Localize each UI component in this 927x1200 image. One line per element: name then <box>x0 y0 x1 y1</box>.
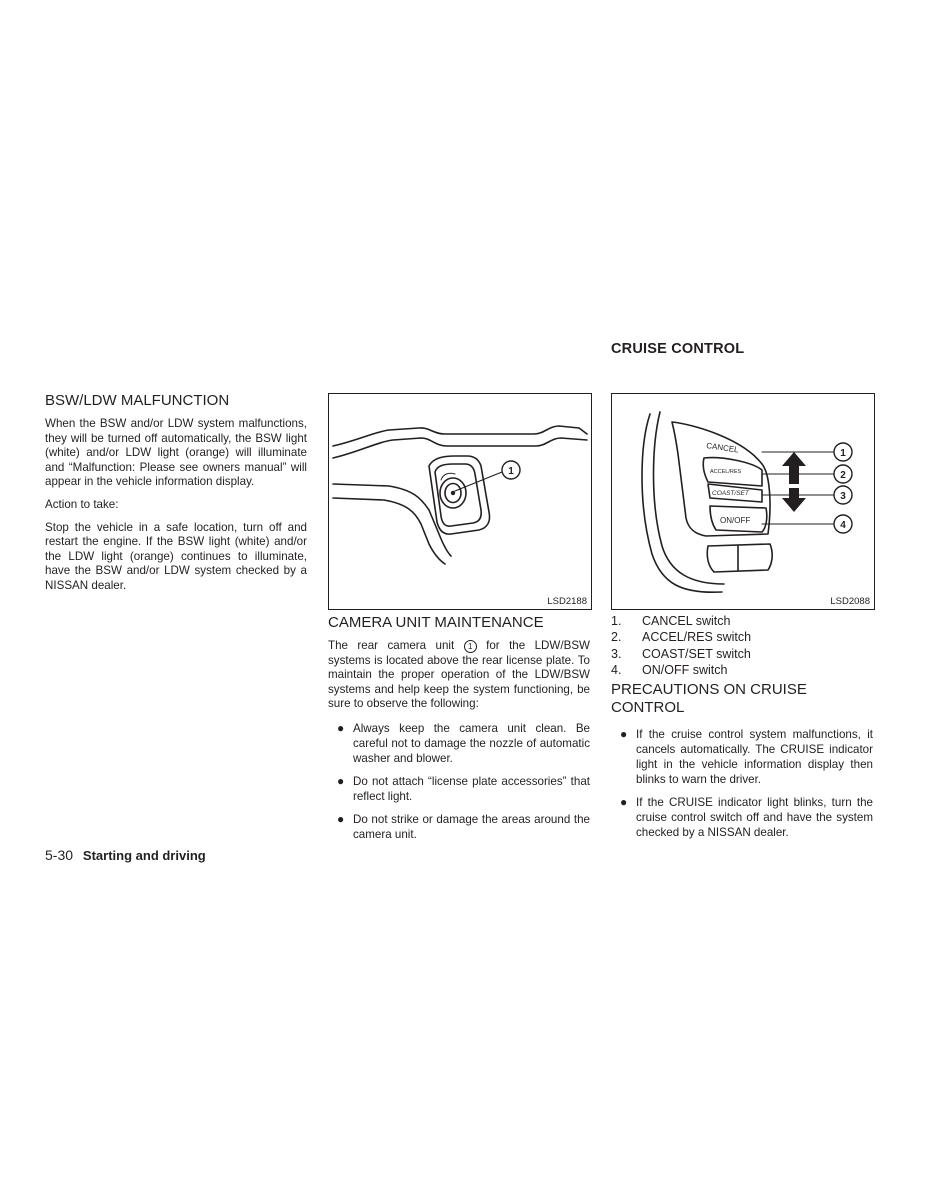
bullet-icon: ● <box>337 720 345 735</box>
precautions-title: PRECAUTIONS ON CRUISE CONTROL <box>611 681 807 717</box>
camera-intro-start: The rear camera unit <box>328 639 455 652</box>
list-item <box>611 727 873 787</box>
camera-maintenance-title: CAMERA UNIT MAINTENANCE <box>328 614 544 631</box>
accel-arrow-icon <box>782 452 806 484</box>
bullet-text: If the cruise control system malfunctions, it cancels automatically. The CRUISE indicator light in the vehicle information display then blinks to warn the driver. <box>636 728 873 787</box>
bullet-text: Do not attach “license plate accessories” that reflect light. <box>353 774 590 803</box>
camera-bullets <box>328 721 590 842</box>
camera-figure <box>328 393 592 610</box>
bsw-para-3: Stop the vehicle in a safe location, turn off and restart the engine. If the BSW light (white) and/or the LDW light (orange) continues to illuminate, have the BSW and/or LDW system checked by a NISSAN dealer. <box>45 520 307 592</box>
camera-maintenance-column <box>328 614 590 850</box>
precautions-bullets <box>611 727 873 840</box>
list-item <box>328 774 590 804</box>
callout-4-label: 4 <box>840 520 846 531</box>
bullet-text: Do not strike or damage the areas around the camera unit. <box>353 812 590 841</box>
camera-illustration <box>329 394 591 609</box>
bullet-icon: ● <box>337 811 345 826</box>
page-number: 5-30 <box>45 847 74 863</box>
callout-3-label: 3 <box>840 491 846 502</box>
coast-switch-label: COAST/SET <box>712 490 749 497</box>
list-item <box>328 812 590 842</box>
cruise-control-heading: CRUISE CONTROL <box>611 341 745 357</box>
bsw-para-1: When the BSW and/or LDW system malfunctions, they will be turned off automatically, the BSW light (white) and/or LDW light (orange) will illuminate and “Malfunction: Please see owners manual” will appear in the vehicle information display. <box>45 417 307 489</box>
list-item: 2. ACCEL/RES switch <box>611 630 752 645</box>
cruise-switch-figure <box>611 393 875 610</box>
list-item <box>611 795 873 840</box>
camera-intro <box>328 639 590 712</box>
onoff-switch-label: ON/OFF <box>720 516 751 525</box>
coast-arrow-icon <box>782 488 806 512</box>
bullet-icon: ● <box>620 795 628 810</box>
bullet-icon: ● <box>337 773 345 788</box>
switch-list <box>611 613 873 678</box>
camera-intro-end: for the LDW/BSW systems is located above the rear license plate. To maintain the proper operation of the LDW/BSW systems and help keep the system functioning, be sure to observe the following: <box>328 639 590 711</box>
callout-2-label: 2 <box>840 470 846 481</box>
accel-switch-label: ACCEL/RES <box>710 469 742 475</box>
figure-code: LSD2188 <box>547 596 587 607</box>
bullet-icon: ● <box>620 727 628 742</box>
cruise-control-column <box>611 613 873 848</box>
cancel-switch-label: CANCEL <box>705 441 740 455</box>
steering-switch-illustration <box>612 394 874 609</box>
list-item <box>328 721 590 766</box>
bsw-para-2: Action to take: <box>45 497 119 511</box>
callout-1-icon: 1 <box>464 640 477 653</box>
bsw-ldw-title: BSW/LDW MALFUNCTION <box>45 392 230 409</box>
chapter-title: Starting and driving <box>82 848 206 863</box>
bullet-text: Always keep the camera unit clean. Be careful not to damage the nozzle of automatic washer and blower. <box>353 721 590 765</box>
list-item: 1. CANCEL switch <box>611 614 731 628</box>
list-item: 4. ON/OFF switch <box>611 662 728 677</box>
bsw-ldw-column <box>45 392 307 594</box>
page-footer <box>45 847 206 863</box>
list-item: 3. COAST/SET switch <box>611 646 751 661</box>
fig1-callout-label: 1 <box>508 466 514 477</box>
figure-code: LSD2088 <box>830 596 870 607</box>
callout-1-label: 1 <box>840 448 846 459</box>
bullet-text: If the CRUISE indicator light blinks, turn the cruise control switch off and have the system checked by a NISSAN dealer. <box>636 796 873 840</box>
